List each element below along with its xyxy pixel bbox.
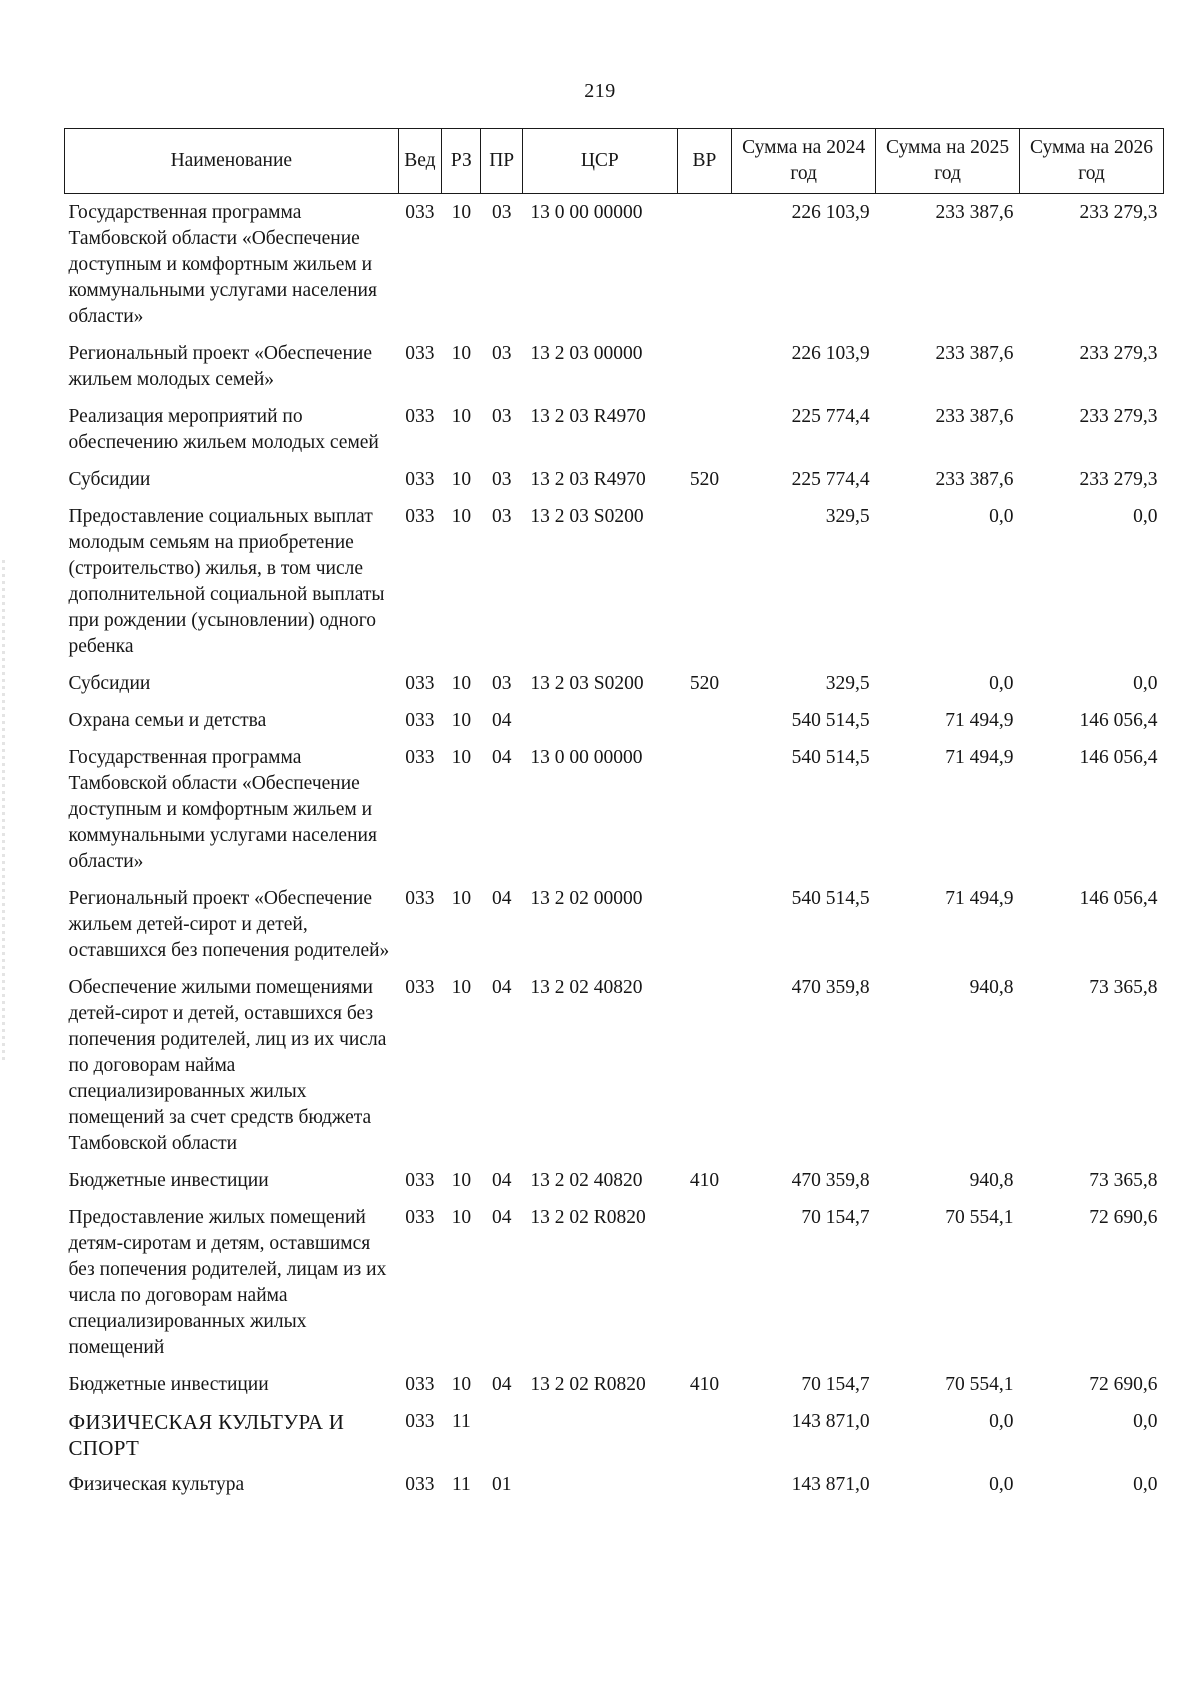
table-body <box>65 194 1164 1504</box>
cell-sum-2025: 71 494,9 <box>945 710 1014 731</box>
cell-sum-2026: 72 690,6 <box>1089 1374 1158 1395</box>
cell-ved: 033 <box>405 1474 435 1495</box>
cell-rz: 10 <box>451 1374 472 1395</box>
cell-vr <box>677 498 732 665</box>
cell-sum-2026: 0,0 <box>1133 1411 1158 1432</box>
cell-ved: 033 <box>405 673 435 694</box>
cell-vr <box>677 1466 732 1503</box>
cell-ved: 033 <box>405 506 435 527</box>
header-ved: Вед <box>398 129 442 194</box>
cell-rz: 11 <box>451 1411 471 1432</box>
table-row <box>65 665 1164 702</box>
table-row <box>65 194 1164 336</box>
cell-vr: 520 <box>689 469 720 490</box>
budget-table <box>64 128 1164 1503</box>
cell-ved: 033 <box>405 1374 435 1395</box>
cell-sum-2026: 233 279,3 <box>1079 469 1158 490</box>
cell-sum-2025: 233 387,6 <box>935 343 1014 364</box>
cell-sum-2026: 0,0 <box>1133 506 1158 527</box>
cell-pr: 04 <box>491 977 512 998</box>
cell-csr <box>522 1403 677 1466</box>
cell-name: Предоставление жилых помещений детям-сиротам и детям, оставшимся без попечения родителей, лицам из их числа по договорам найма специализированных жилых помещений <box>68 1207 387 1358</box>
table-row <box>65 880 1164 969</box>
cell-rz: 10 <box>451 710 472 731</box>
cell-csr: 13 0 00 00000 <box>530 202 643 223</box>
cell-sum-2026: 233 279,3 <box>1079 406 1158 427</box>
header-vr: ВР <box>677 129 732 194</box>
header-sum-2024: Сумма на 2024 год <box>732 129 876 194</box>
cell-rz: 11 <box>451 1474 471 1495</box>
cell-rz: 10 <box>451 406 472 427</box>
cell-sum-2026: 146 056,4 <box>1079 710 1158 731</box>
cell-csr: 13 2 02 00000 <box>530 888 643 909</box>
cell-name: Реализация мероприятий по обеспечению жильем молодых семей <box>68 406 379 453</box>
cell-sum-2024: 470 359,8 <box>791 1170 870 1191</box>
cell-name: Физическая культура <box>68 1474 245 1495</box>
cell-vr: 410 <box>689 1374 720 1395</box>
table-row <box>65 398 1164 461</box>
cell-sum-2024: 225 774,4 <box>791 469 870 490</box>
cell-csr <box>522 702 677 739</box>
cell-name: Государственная программа Тамбовской области «Обеспечение доступным и комфортным жильем и коммунальными услугами населения области» <box>68 747 377 872</box>
cell-sum-2026: 73 365,8 <box>1089 977 1158 998</box>
cell-ved: 033 <box>405 747 435 768</box>
cell-sum-2024: 540 514,5 <box>791 888 870 909</box>
cell-csr: 13 2 03 S0200 <box>530 506 644 527</box>
cell-vr <box>677 398 732 461</box>
cell-name: Субсидии <box>68 673 151 694</box>
cell-ved: 033 <box>405 710 435 731</box>
cell-csr: 13 2 02 40820 <box>530 1170 643 1191</box>
cell-name: Предоставление социальных выплат молодым семьям на приобретение (строительство) жилья, в том числе дополнительной социальной выплаты при рождении (усыновлении) одного ребенка <box>68 506 385 657</box>
cell-pr: 03 <box>491 343 512 364</box>
cell-sum-2024: 225 774,4 <box>791 406 870 427</box>
cell-name: ФИЗИЧЕСКАЯ КУЛЬТУРА И СПОРТ <box>68 1410 345 1460</box>
cell-ved: 033 <box>405 202 435 223</box>
cell-pr <box>481 1403 522 1466</box>
cell-csr <box>522 1466 677 1503</box>
table-row <box>65 498 1164 665</box>
header-sum-2025: Сумма на 2025 год <box>876 129 1020 194</box>
cell-vr <box>677 194 732 336</box>
cell-sum-2026: 0,0 <box>1133 1474 1158 1495</box>
cell-sum-2025: 0,0 <box>989 1474 1014 1495</box>
cell-sum-2024: 70 154,7 <box>801 1374 870 1395</box>
cell-sum-2025: 233 387,6 <box>935 406 1014 427</box>
table-row <box>65 702 1164 739</box>
cell-sum-2026: 233 279,3 <box>1079 343 1158 364</box>
cell-name: Охрана семьи и детства <box>68 710 267 731</box>
cell-vr <box>677 702 732 739</box>
cell-vr <box>677 969 732 1162</box>
cell-sum-2026: 233 279,3 <box>1079 202 1158 223</box>
cell-sum-2025: 0,0 <box>989 506 1014 527</box>
header-name: Наименование <box>65 129 399 194</box>
cell-csr: 13 2 02 R0820 <box>530 1207 646 1228</box>
cell-sum-2025: 70 554,1 <box>945 1374 1014 1395</box>
cell-sum-2024: 70 154,7 <box>801 1207 870 1228</box>
cell-sum-2026: 146 056,4 <box>1079 888 1158 909</box>
cell-name: Региональный проект «Обеспечение жильем детей-сирот и детей, оставшихся без попечения родителей» <box>68 888 390 961</box>
table-header <box>65 129 1164 194</box>
cell-name: Региональный проект «Обеспечение жильем молодых семей» <box>68 343 372 390</box>
cell-pr: 03 <box>491 469 512 490</box>
table-row <box>65 1199 1164 1366</box>
cell-csr: 13 2 03 R4970 <box>530 406 646 427</box>
cell-vr <box>677 880 732 969</box>
cell-pr: 04 <box>491 747 512 768</box>
cell-rz: 10 <box>451 673 472 694</box>
cell-vr <box>677 1199 732 1366</box>
table-row <box>65 1366 1164 1403</box>
cell-rz: 10 <box>451 1170 472 1191</box>
cell-name: Субсидии <box>68 469 151 490</box>
cell-csr: 13 2 02 R0820 <box>530 1374 646 1395</box>
cell-sum-2024: 226 103,9 <box>791 202 870 223</box>
cell-vr: 520 <box>689 673 720 694</box>
cell-rz: 10 <box>451 506 472 527</box>
cell-csr: 13 2 03 00000 <box>530 343 643 364</box>
cell-sum-2024: 540 514,5 <box>791 747 870 768</box>
cell-csr: 13 0 00 00000 <box>530 747 643 768</box>
cell-ved: 033 <box>405 888 435 909</box>
table-row <box>65 1403 1164 1466</box>
table-row <box>65 1466 1164 1503</box>
cell-rz: 10 <box>451 977 472 998</box>
table-row <box>65 335 1164 398</box>
cell-sum-2025: 0,0 <box>989 1411 1014 1432</box>
cell-sum-2025: 71 494,9 <box>945 747 1014 768</box>
table-row <box>65 1162 1164 1199</box>
scan-edge-artifact <box>2 560 5 1060</box>
cell-ved: 033 <box>405 406 435 427</box>
cell-ved: 033 <box>405 1207 435 1228</box>
cell-pr: 03 <box>491 406 512 427</box>
cell-ved: 033 <box>405 469 435 490</box>
cell-ved: 033 <box>405 1170 435 1191</box>
cell-pr: 04 <box>491 710 512 731</box>
cell-sum-2024: 143 871,0 <box>791 1474 870 1495</box>
cell-pr: 04 <box>491 888 512 909</box>
cell-rz: 10 <box>451 202 472 223</box>
cell-rz: 10 <box>451 1207 472 1228</box>
header-sum-2026: Сумма на 2026 год <box>1020 129 1164 194</box>
cell-ved: 033 <box>405 1411 435 1432</box>
cell-sum-2025: 70 554,1 <box>945 1207 1014 1228</box>
cell-name: Государственная программа Тамбовской области «Обеспечение доступным и комфортным жильем и коммунальными услугами населения области» <box>68 202 377 327</box>
cell-pr: 04 <box>491 1207 512 1228</box>
cell-rz: 10 <box>451 888 472 909</box>
cell-rz: 10 <box>451 747 472 768</box>
table-row <box>65 739 1164 880</box>
cell-vr <box>677 335 732 398</box>
cell-sum-2025: 71 494,9 <box>945 888 1014 909</box>
cell-sum-2024: 329,5 <box>825 506 870 527</box>
cell-ved: 033 <box>405 343 435 364</box>
page-number: 219 <box>584 80 616 102</box>
cell-sum-2025: 233 387,6 <box>935 469 1014 490</box>
header-rz: РЗ <box>442 129 481 194</box>
header-pr: ПР <box>481 129 522 194</box>
cell-sum-2024: 329,5 <box>825 673 870 694</box>
cell-csr: 13 2 03 S0200 <box>530 673 644 694</box>
cell-pr: 03 <box>491 673 512 694</box>
cell-sum-2025: 0,0 <box>989 673 1014 694</box>
cell-vr <box>677 739 732 880</box>
cell-rz: 10 <box>451 343 472 364</box>
cell-name: Бюджетные инвестиции <box>68 1374 269 1395</box>
cell-vr: 410 <box>689 1170 720 1191</box>
cell-sum-2026: 146 056,4 <box>1079 747 1158 768</box>
cell-sum-2025: 940,8 <box>969 977 1014 998</box>
cell-sum-2024: 470 359,8 <box>791 977 870 998</box>
cell-sum-2026: 72 690,6 <box>1089 1207 1158 1228</box>
cell-sum-2026: 0,0 <box>1133 673 1158 694</box>
cell-sum-2024: 143 871,0 <box>791 1411 870 1432</box>
cell-ved: 033 <box>405 977 435 998</box>
cell-csr: 13 2 03 R4970 <box>530 469 646 490</box>
cell-csr: 13 2 02 40820 <box>530 977 643 998</box>
table-row <box>65 969 1164 1162</box>
table-row <box>65 461 1164 498</box>
cell-sum-2024: 226 103,9 <box>791 343 870 364</box>
cell-name: Обеспечение жилыми помещениями детей-сирот и детей, оставшихся без попечения родителей, лиц из их числа по договорам найма специализированных жилых помещений за счет средств бюджета Тамбовской области <box>68 977 387 1154</box>
cell-vr <box>677 1403 732 1466</box>
cell-pr: 01 <box>491 1474 512 1495</box>
cell-sum-2025: 940,8 <box>969 1170 1014 1191</box>
cell-pr: 03 <box>491 202 512 223</box>
header-csr: ЦСР <box>522 129 677 194</box>
cell-sum-2025: 233 387,6 <box>935 202 1014 223</box>
cell-pr: 03 <box>491 506 512 527</box>
cell-name: Бюджетные инвестиции <box>68 1170 269 1191</box>
cell-pr: 04 <box>491 1170 512 1191</box>
cell-sum-2026: 73 365,8 <box>1089 1170 1158 1191</box>
cell-pr: 04 <box>491 1374 512 1395</box>
cell-sum-2024: 540 514,5 <box>791 710 870 731</box>
cell-rz: 10 <box>451 469 472 490</box>
